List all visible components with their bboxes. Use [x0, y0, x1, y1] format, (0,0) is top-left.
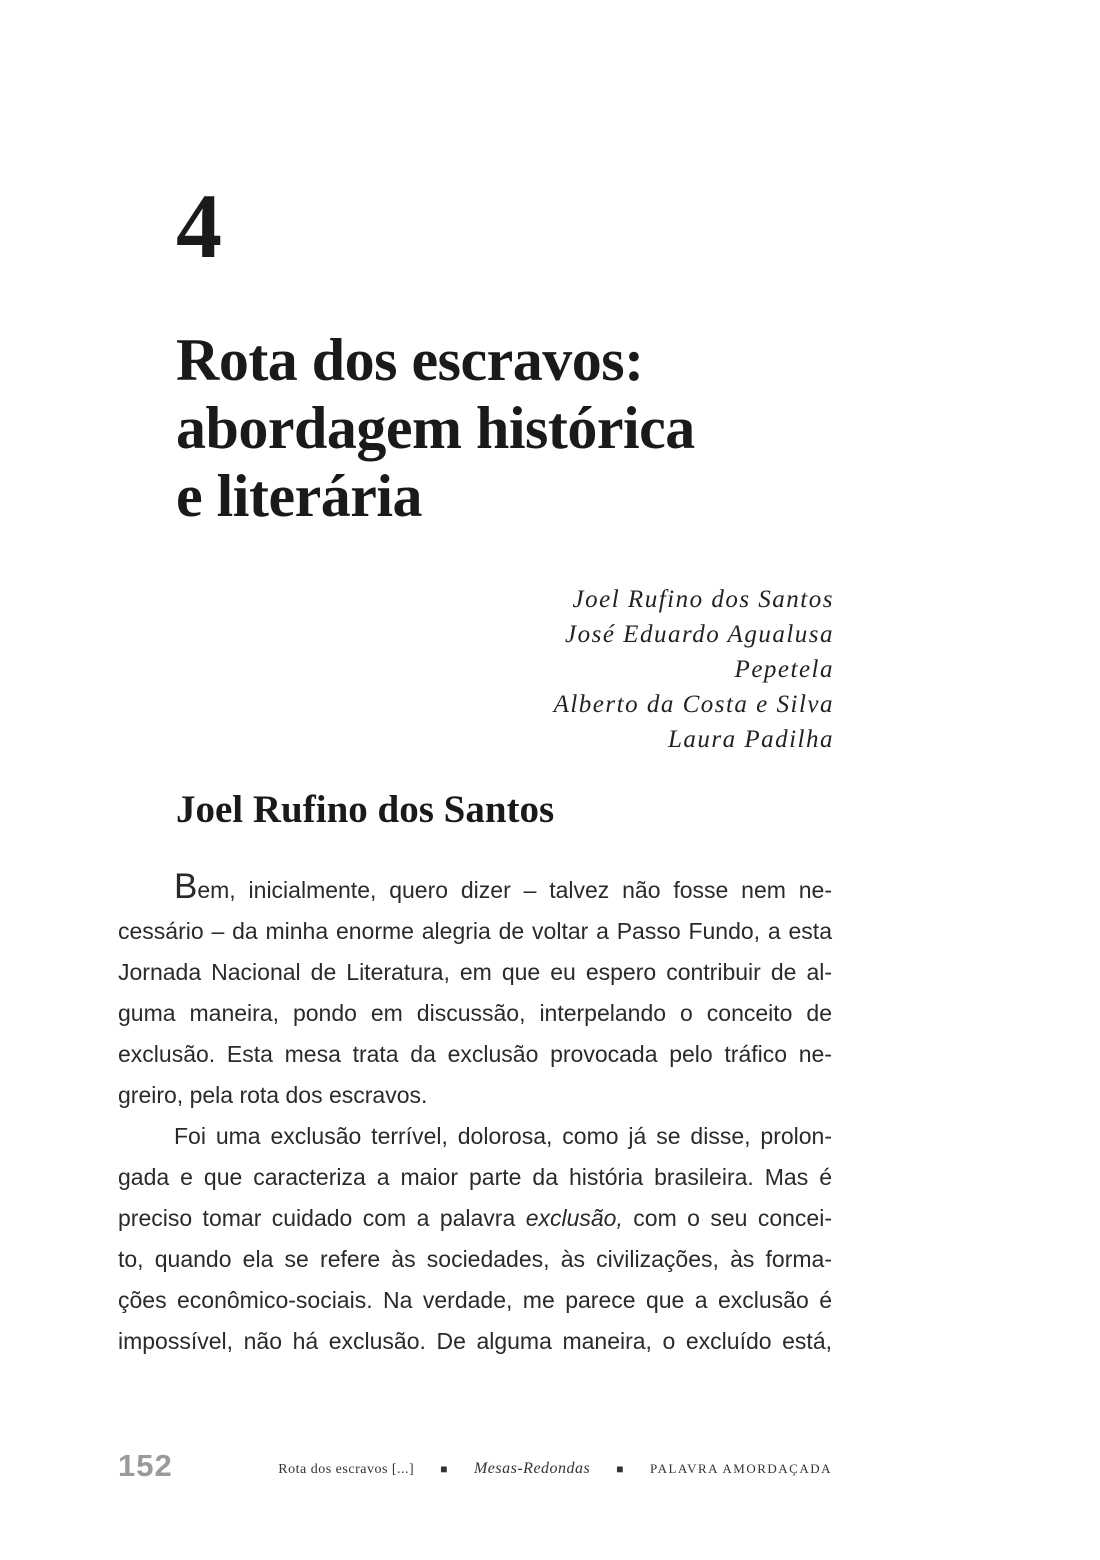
chapter-number: 4	[176, 175, 222, 277]
paragraph-line: Foi uma exclusão terrível, dolorosa, como já se disse, prolon-	[174, 1123, 832, 1149]
paragraph-line	[118, 1198, 832, 1239]
bullet-separator: ■	[616, 1462, 625, 1476]
paragraph-line: cessário – da minha enorme alegria de voltar a Passo Fundo, a esta	[118, 918, 832, 944]
page-number: 152	[118, 1448, 173, 1483]
chapter-title-line: Rota dos escravos:	[176, 327, 644, 393]
paragraph-line-text: preciso tomar cuidado com a palavra	[118, 1205, 526, 1231]
paragraph-line: guma maneira, pondo em discussão, interpelando o conceito de	[118, 1000, 832, 1026]
paragraph-line: Jornada Nacional de Literatura, em que eu espero contribuir de al-	[118, 959, 832, 985]
author-name: Alberto da Costa e Silva	[553, 691, 834, 718]
chapter-title-line: e literária	[176, 463, 423, 529]
paragraph-line: greiro, pela rota dos escravos.	[118, 1082, 428, 1108]
section-heading: Joel Rufino dos Santos	[176, 788, 555, 831]
running-title: Rota dos escravos [...]	[278, 1462, 415, 1477]
paragraph-line: ções econômico-sociais. Na verdade, me parece que a exclusão é	[118, 1287, 832, 1313]
author-name: Laura Padilha	[667, 726, 834, 753]
paragraph-line-text: com o seu concei-	[622, 1205, 832, 1231]
paragraph-line: to, quando ela se refere às sociedades, às civilizações, às forma-	[118, 1246, 832, 1272]
page-footer	[118, 1450, 832, 1482]
paragraph-line: gada e que caracteriza a maior parte da história brasileira. Mas é	[118, 1164, 832, 1190]
paragraph-line-text: em, inicialmente, quero dizer – talvez não fosse nem ne-	[197, 877, 832, 903]
paragraph-line: impossível, não há exclusão. De alguma maneira, o excluído está,	[118, 1328, 832, 1354]
chapter-title-line: abordagem histórica	[176, 395, 695, 461]
author-list	[554, 582, 834, 757]
chapter-title	[176, 326, 876, 530]
running-head	[278, 1460, 832, 1478]
running-book-title: PALAVRA AMORDAÇADA	[650, 1461, 832, 1476]
author-name: Joel Rufino dos Santos	[572, 586, 834, 613]
body-text	[118, 867, 832, 1362]
bullet-separator: ■	[440, 1462, 448, 1476]
author-name: José Eduardo Agualusa	[565, 621, 834, 648]
paragraph-line: exclusão. Esta mesa trata da exclusão provocada pelo tráfico ne-	[118, 1041, 832, 1067]
author-name: Pepetela	[734, 656, 834, 683]
paragraph-line	[118, 867, 832, 911]
drop-cap: B	[174, 867, 198, 906]
running-section: Mesas-Redondas	[473, 1460, 591, 1477]
emphasized-word: exclusão,	[525, 1205, 623, 1231]
